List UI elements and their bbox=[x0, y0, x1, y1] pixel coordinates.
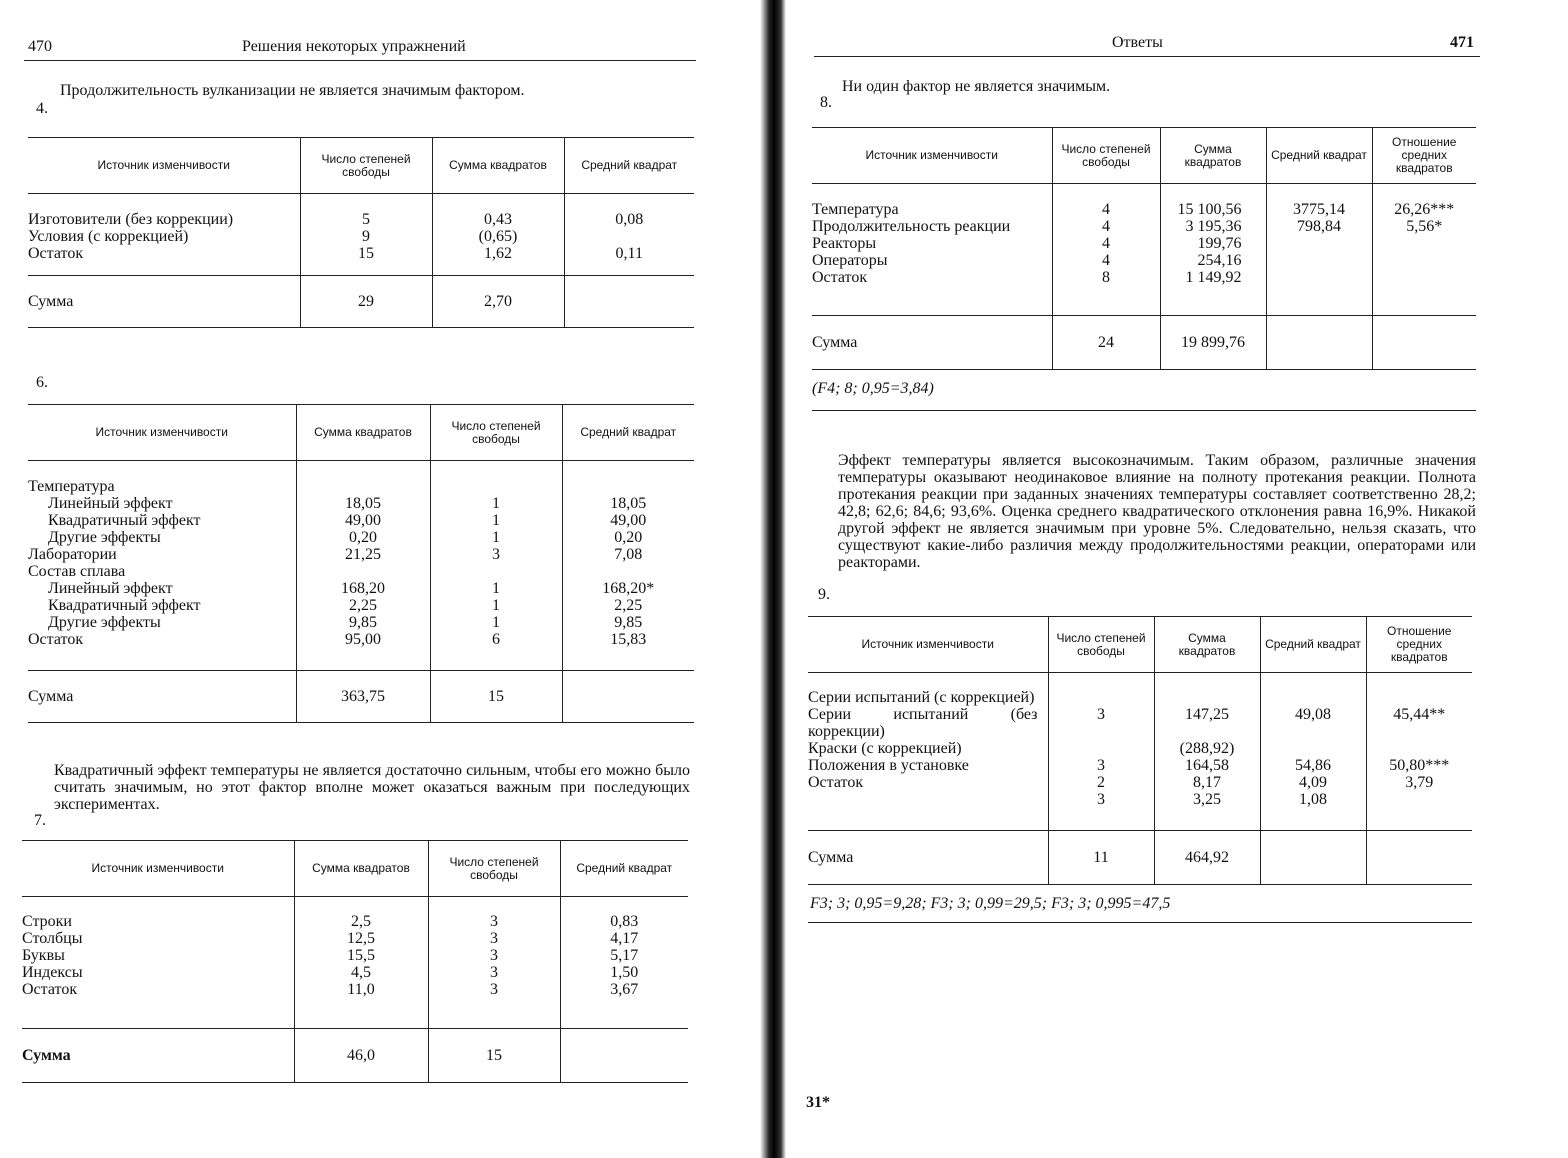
column-header: Отношение средних квадратов bbox=[1372, 128, 1476, 184]
table-cell bbox=[1049, 740, 1154, 757]
table-cell: 11,0 bbox=[347, 981, 375, 998]
table-cell bbox=[1367, 740, 1473, 757]
table-cell: Продолжительность реакции bbox=[812, 218, 1011, 235]
column-header: Число степеней свободы bbox=[430, 405, 562, 461]
sum-cell: 19 899,76 bbox=[1160, 316, 1266, 370]
column-header: Источник изменчивости bbox=[812, 128, 1052, 184]
sum-cell bbox=[1372, 316, 1476, 370]
table-cell: 0,83 bbox=[610, 913, 639, 930]
table-cell: 1,08 bbox=[1299, 791, 1327, 808]
table-cell: 5,56* bbox=[1406, 218, 1443, 235]
table-cell: 4 bbox=[1102, 201, 1110, 218]
value-column bbox=[428, 897, 560, 1029]
table-cell: 4 bbox=[1102, 235, 1110, 252]
column-header: Сумма квадратов bbox=[1154, 617, 1260, 673]
value-column bbox=[1266, 184, 1372, 316]
table-cell: 3 195,36 bbox=[1185, 218, 1242, 235]
footnote-rule bbox=[808, 922, 1472, 923]
table-cell: 3775,14 bbox=[1293, 201, 1345, 218]
value-column bbox=[1154, 673, 1260, 831]
sum-cell: 29 bbox=[300, 276, 432, 328]
table-cell: 168,20 bbox=[341, 580, 385, 597]
table-cell: 3,79 bbox=[1405, 774, 1434, 791]
table-cell: Квадратичный эффект bbox=[48, 512, 201, 529]
table-cell: 1,62 bbox=[484, 245, 512, 262]
anova-table-ex8 bbox=[812, 127, 1476, 370]
table-cell: Положения в установке bbox=[808, 757, 969, 774]
table-cell bbox=[1267, 252, 1372, 269]
running-title: Решения некоторых упражнений bbox=[242, 38, 466, 55]
value-column bbox=[430, 461, 562, 671]
table-cell bbox=[563, 563, 695, 580]
table-cell bbox=[1373, 235, 1477, 252]
table-cell: 3 bbox=[490, 981, 498, 998]
table-cell: Лаборатории bbox=[28, 546, 117, 563]
table-cell: 3 bbox=[490, 930, 498, 947]
table-cell: 147,25 bbox=[1185, 706, 1229, 723]
table-cell: 2,25 bbox=[614, 597, 643, 614]
table-cell: 0,20 bbox=[614, 529, 643, 546]
source-column bbox=[812, 184, 1052, 316]
column-header: Источник изменчивости bbox=[28, 138, 300, 194]
table-cell: 0,20 bbox=[349, 529, 377, 546]
table-cell: 798,84 bbox=[1297, 218, 1341, 235]
table-cell: 0,08 bbox=[615, 211, 644, 228]
sum-label: Сумма bbox=[812, 316, 1052, 370]
table-cell: 1 bbox=[492, 495, 500, 512]
value-column bbox=[1372, 184, 1476, 316]
sum-cell: 24 bbox=[1052, 316, 1160, 370]
value-column bbox=[1160, 184, 1266, 316]
sum-cell: 464,92 bbox=[1154, 831, 1260, 885]
value-column bbox=[1048, 673, 1154, 831]
table-cell: 21,25 bbox=[345, 546, 381, 563]
source-column bbox=[808, 673, 1048, 831]
table-cell: 15,83 bbox=[610, 631, 647, 648]
table-cell: Условия (с коррекцией) bbox=[28, 228, 189, 245]
table-cell: 45,44** bbox=[1393, 706, 1446, 723]
table-cell: 1 bbox=[492, 597, 500, 614]
source-column bbox=[22, 897, 294, 1029]
table-cell: Серии испытаний (без коррекции) bbox=[808, 706, 1038, 740]
table-cell: Остаток bbox=[28, 631, 84, 648]
anova-table-ex7 bbox=[22, 840, 688, 1083]
table-cell: 5 bbox=[362, 211, 370, 228]
table-cell: 15 100,56 bbox=[1177, 201, 1242, 218]
table-cell: 3,67 bbox=[610, 981, 639, 998]
table-cell bbox=[1373, 269, 1477, 286]
sum-cell: 2,70 bbox=[432, 276, 564, 328]
signature-mark: 31* bbox=[806, 1094, 830, 1111]
column-header: Источник изменчивости bbox=[808, 617, 1048, 673]
page-number: 471 bbox=[1450, 34, 1474, 51]
table-cell bbox=[297, 478, 430, 495]
sum-label: Сумма bbox=[808, 831, 1048, 885]
table-cell bbox=[563, 478, 695, 495]
table-cell: 1 149,92 bbox=[1185, 269, 1242, 286]
table-cell bbox=[1367, 791, 1473, 808]
table-cell: 168,20* bbox=[602, 580, 655, 597]
column-header: Отношение средних квадратов bbox=[1366, 617, 1472, 673]
table-cell: 3 bbox=[492, 546, 500, 563]
table-cell: Краски (с коррекцией) bbox=[808, 740, 962, 757]
table-cell: 1,50 bbox=[610, 964, 639, 981]
table-cell: 7,08 bbox=[614, 546, 643, 563]
table-cell bbox=[1261, 740, 1366, 757]
sum-label: Сумма bbox=[28, 671, 296, 723]
page-number: 470 bbox=[28, 38, 52, 55]
table-cell: Линейный эффект bbox=[48, 580, 173, 597]
table-cell: 49,00 bbox=[345, 512, 381, 529]
table-cell: 2,25 bbox=[349, 597, 377, 614]
table-cell: 4 bbox=[1102, 218, 1110, 235]
value-column bbox=[564, 194, 694, 276]
sum-cell: 363,75 bbox=[296, 671, 430, 723]
sum-label: Сумма bbox=[28, 276, 300, 328]
table-cell bbox=[297, 563, 430, 580]
anova-table-ex6 bbox=[28, 404, 694, 723]
column-header: Источник изменчивости bbox=[22, 841, 294, 897]
anova-table-ex9 bbox=[808, 616, 1472, 885]
table-cell: 6 bbox=[492, 631, 500, 648]
sum-cell bbox=[1260, 831, 1366, 885]
table-cell: Остаток bbox=[808, 774, 864, 791]
ex8-note: Эффект температуры является высокозначимым. Таким образом, различные значения температуры оказывают неодинаковое влияние на полноту протекания реакции. Полнота протекания реакции при заданных значениях температуры составляет соответственно 28,2; 42,8; 62,6; 84,6; 93,6%. Оценка среднего квадратического отклонения равна 16,9%. Никакой другой эффект не является значимым при уровне 5%. Следовательно, нельзя сказать, что существуют какие-либо различия между продолжительностями реакции, операторами или реакторами. bbox=[838, 452, 1476, 571]
intro-text: Продолжительность вулканизации не является значимым фактором. bbox=[60, 82, 525, 99]
table-cell bbox=[565, 228, 695, 245]
table-cell: 0,43 bbox=[484, 211, 512, 228]
table-cell: 9,85 bbox=[349, 614, 377, 631]
table-cell: 8,17 bbox=[1193, 774, 1221, 791]
table-cell: (0,65) bbox=[478, 228, 518, 245]
column-header: Сумма квадратов bbox=[432, 138, 564, 194]
table-cell: 49,08 bbox=[1295, 706, 1331, 723]
table-cell: Другие эффекты bbox=[48, 529, 161, 546]
table-cell: 3 bbox=[1097, 757, 1105, 774]
table-cell bbox=[431, 478, 562, 495]
source-column bbox=[28, 461, 296, 671]
sum-cell bbox=[564, 276, 694, 328]
table-cell: 54,86 bbox=[1295, 757, 1331, 774]
table-cell: Линейный эффект bbox=[48, 495, 173, 512]
table-cell: 1 bbox=[492, 614, 500, 631]
table-cell: 12,5 bbox=[347, 930, 375, 947]
header-rule bbox=[814, 56, 1480, 57]
table-cell bbox=[1373, 252, 1477, 269]
table-cell: Серии испытаний (с коррекцией) bbox=[808, 689, 1035, 706]
footnote-rule bbox=[812, 410, 1476, 411]
sum-cell: 11 bbox=[1048, 831, 1154, 885]
table-cell: Квадратичный эффект bbox=[48, 597, 201, 614]
anova-table-ex4 bbox=[28, 137, 694, 328]
column-header: Средний квадрат bbox=[1266, 128, 1372, 184]
table-cell: 3 bbox=[490, 913, 498, 930]
value-column bbox=[300, 194, 432, 276]
table-cell: 2 bbox=[1097, 774, 1105, 791]
table-cell: 3 bbox=[1097, 791, 1105, 808]
value-column bbox=[562, 461, 694, 671]
table-cell: Операторы bbox=[812, 252, 888, 269]
table-cell: 9 bbox=[362, 228, 370, 245]
table-cell: 4,09 bbox=[1299, 774, 1327, 791]
table-cell: 199,76 bbox=[1197, 235, 1242, 252]
sum-cell: 46,0 bbox=[294, 1029, 428, 1083]
table-cell bbox=[431, 563, 562, 580]
table-cell: Буквы bbox=[22, 947, 65, 964]
value-column bbox=[1366, 673, 1472, 831]
table-cell: Остаток bbox=[812, 269, 868, 286]
table-cell: Изготовители (без коррекции) bbox=[28, 211, 234, 228]
table-cell: 15,5 bbox=[347, 947, 375, 964]
table-cell: 26,26*** bbox=[1394, 201, 1455, 218]
column-header: Число степеней свободы bbox=[428, 841, 560, 897]
table-cell: 8 bbox=[1102, 269, 1110, 286]
column-header: Средний квадрат bbox=[564, 138, 694, 194]
table-cell: 3 bbox=[490, 947, 498, 964]
table-cell: (288,92) bbox=[1179, 740, 1235, 757]
table-cell: 4,5 bbox=[351, 964, 371, 981]
sum-cell: 15 bbox=[428, 1029, 560, 1083]
f-critical-footnote: F3; 3; 0,95=9,28; F3; 3; 0,99=29,5; F3; 3; 0,995=47,5 bbox=[810, 895, 1171, 912]
table-cell: Температура bbox=[812, 201, 899, 218]
table-cell: 18,05 bbox=[610, 495, 647, 512]
source-column bbox=[28, 194, 300, 276]
table-cell: Строки bbox=[22, 913, 72, 930]
left-page bbox=[0, 0, 760, 1158]
right-page bbox=[790, 0, 1568, 1158]
table-cell: Состав сплава bbox=[28, 563, 126, 580]
column-header: Сумма квадратов bbox=[1160, 128, 1266, 184]
value-column bbox=[432, 194, 564, 276]
ex6-note: Квадратичный эффект температуры не является достаточно сильным, чтобы его можно было считать значимым, но этот фактор вполне может оказаться важным при последующих экспериментах. bbox=[54, 762, 690, 813]
column-header: Источник изменчивости bbox=[28, 405, 296, 461]
exercise-number: 9. bbox=[818, 586, 830, 603]
table-cell: 164,58 bbox=[1185, 757, 1229, 774]
table-cell: 15 bbox=[358, 245, 374, 262]
table-cell: 18,05 bbox=[345, 495, 381, 512]
table-cell: 4,17 bbox=[610, 930, 639, 947]
table-cell: Реакторы bbox=[812, 235, 877, 252]
table-cell: 3,25 bbox=[1193, 791, 1221, 808]
table-cell: 2,5 bbox=[351, 913, 371, 930]
table-cell: 1 bbox=[492, 580, 500, 597]
exercise-number: 4. bbox=[36, 100, 48, 117]
value-column bbox=[560, 897, 688, 1029]
table-cell: 1 bbox=[492, 512, 500, 529]
table-cell: Температура bbox=[28, 478, 115, 495]
table-cell: 1 bbox=[492, 529, 500, 546]
column-header: Число степеней свободы bbox=[300, 138, 432, 194]
sum-cell bbox=[1366, 831, 1472, 885]
value-column bbox=[296, 461, 430, 671]
table-cell bbox=[1267, 269, 1372, 286]
table-cell: Остаток bbox=[28, 245, 84, 262]
sum-cell: 15 bbox=[430, 671, 562, 723]
table-cell: 50,80*** bbox=[1389, 757, 1450, 774]
header-rule bbox=[24, 60, 696, 61]
table-cell: 5,17 bbox=[610, 947, 639, 964]
table-cell: 0,11 bbox=[615, 245, 643, 262]
table-cell: Столбцы bbox=[22, 930, 83, 947]
column-header: Число степеней свободы bbox=[1048, 617, 1154, 673]
column-header: Сумма квадратов bbox=[294, 841, 428, 897]
column-header: Средний квадрат bbox=[562, 405, 694, 461]
column-header: Сумма квадратов bbox=[296, 405, 430, 461]
table-cell: 3 bbox=[490, 964, 498, 981]
table-cell: Другие эффекты bbox=[48, 614, 161, 631]
sum-label: Сумма bbox=[22, 1029, 294, 1083]
sum-cell bbox=[562, 671, 694, 723]
exercise-number: 7. bbox=[34, 812, 46, 829]
table-cell: 49,00 bbox=[610, 512, 647, 529]
f-critical-footnote: (F4; 8; 0,95=3,84) bbox=[812, 380, 934, 397]
table-cell: 3 bbox=[1097, 706, 1105, 723]
exercise-number: 8. bbox=[820, 94, 832, 111]
column-header: Число степеней свободы bbox=[1052, 128, 1160, 184]
book-spine bbox=[760, 0, 786, 1158]
table-cell: Индексы bbox=[22, 964, 83, 981]
column-header: Средний квадрат bbox=[1260, 617, 1366, 673]
table-cell: 95,00 bbox=[345, 631, 381, 648]
table-cell bbox=[1267, 235, 1372, 252]
column-header: Средний квадрат bbox=[560, 841, 688, 897]
running-title: Ответы bbox=[1112, 34, 1163, 51]
value-column bbox=[294, 897, 428, 1029]
exercise-number: 6. bbox=[36, 374, 48, 391]
value-column bbox=[1260, 673, 1366, 831]
table-cell: 9,85 bbox=[614, 614, 643, 631]
table-cell: Остаток bbox=[22, 981, 78, 998]
sum-cell bbox=[560, 1029, 688, 1083]
intro-text: Ни один фактор не является значимым. bbox=[842, 78, 1111, 95]
table-cell: 4 bbox=[1102, 252, 1110, 269]
table-cell: 254,16 bbox=[1197, 252, 1242, 269]
value-column bbox=[1052, 184, 1160, 316]
sum-cell bbox=[1266, 316, 1372, 370]
